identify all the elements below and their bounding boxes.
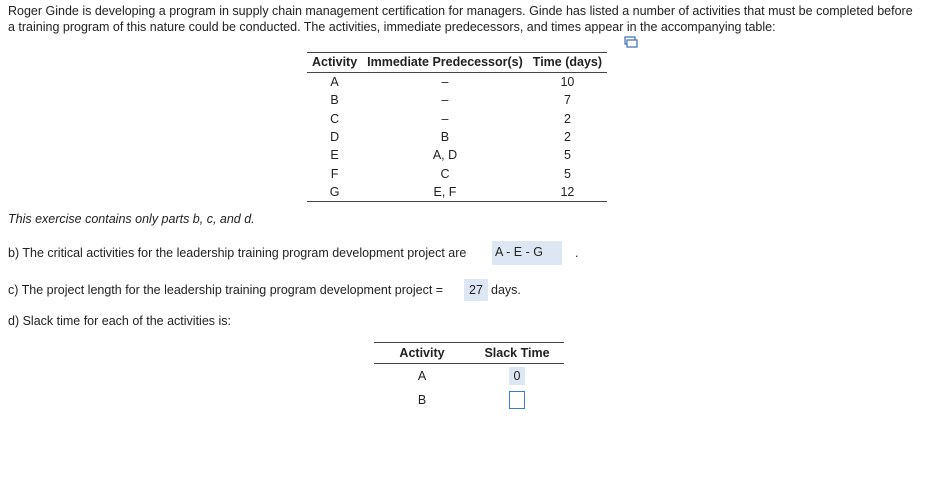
copy-table-icon[interactable]	[624, 36, 638, 48]
time-cell: 10	[560, 75, 575, 90]
predecessor-cell: C	[440, 166, 450, 181]
activity-cell: A	[330, 75, 339, 90]
header-activity: Activity	[307, 53, 362, 73]
activity-cell: C	[330, 111, 340, 126]
header-slack-time: Slack Time	[470, 343, 564, 364]
activity-cell: B	[417, 393, 427, 407]
activity-cell: E	[330, 148, 339, 163]
part-c-text: c) The project length for the leadership training program development project =	[8, 283, 444, 297]
table-row	[374, 388, 564, 412]
table-row	[307, 91, 607, 109]
days-unit: days.	[491, 283, 521, 297]
part-b-period: .	[575, 246, 579, 260]
problem-intro: Roger Ginde is developing a program in supply chain management certification for managers. Ginde has listed a number of activities that must be completed before a training program of this nature could be conducted. The activities, immediate predecessors, and times appear in the accompanying table:	[8, 4, 913, 34]
critical-activities-answer[interactable]	[492, 241, 562, 265]
table-row	[307, 110, 607, 128]
time-cell: 5	[563, 148, 571, 163]
predecessor-cell: –	[441, 93, 449, 108]
predecessor-cell: E, F	[362, 183, 528, 202]
activity-cell: G	[307, 183, 362, 202]
slack-answer-a[interactable]: 0	[509, 367, 526, 385]
project-length-answer[interactable]: 27	[464, 279, 488, 301]
activity-cell: B	[330, 93, 339, 108]
part-d-text: d) Slack time for each of the activities is:	[8, 314, 232, 328]
predecessor-cell: B	[440, 130, 450, 145]
predecessor-cell: –	[441, 75, 449, 90]
table-row	[307, 128, 607, 146]
activities-table	[307, 52, 607, 202]
activity-cell: D	[330, 130, 340, 145]
header-predecessors: Immediate Predecessor(s)	[362, 53, 528, 73]
slack-time-table	[374, 342, 564, 412]
header-time: Time (days)	[528, 53, 607, 73]
time-cell: 5	[563, 166, 571, 181]
predecessor-cell: –	[441, 111, 449, 126]
table-row	[307, 146, 607, 164]
table-row	[307, 183, 607, 202]
table-row	[307, 73, 607, 92]
activity-cell: A	[417, 369, 427, 383]
time-cell: 2	[563, 111, 571, 126]
header-activity: Activity	[374, 343, 470, 364]
time-cell: 12	[528, 183, 607, 202]
activity-cell: F	[330, 166, 339, 181]
table-row	[307, 164, 607, 182]
table-row	[374, 364, 564, 389]
time-cell: 2	[563, 130, 571, 145]
critical-activities-value: A - E - G	[495, 245, 543, 259]
part-b-text: b) The critical activities for the leadership training program development project are	[8, 246, 467, 260]
exercise-note: This exercise contains only parts b, c, and d.	[8, 212, 255, 226]
predecessor-cell: A, D	[432, 148, 458, 163]
slack-input-b[interactable]	[509, 391, 525, 409]
time-cell: 7	[563, 93, 571, 108]
